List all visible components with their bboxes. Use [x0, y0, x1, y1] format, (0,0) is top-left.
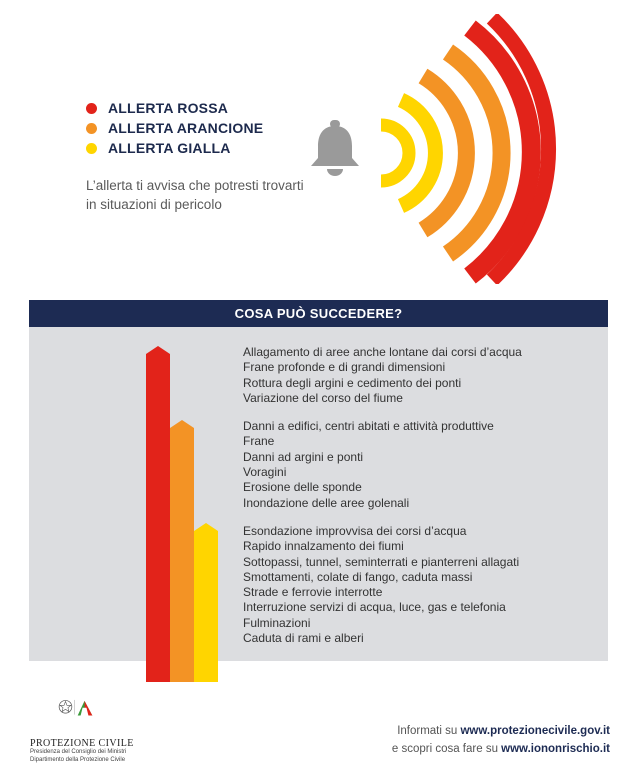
list-item: Rottura degli argini e cedimento dei ponti	[243, 375, 462, 390]
legend-label: ALLERTA ROSSA	[108, 100, 229, 116]
list-item: Danni a edifici, centri abitati e attività produttive	[243, 419, 494, 434]
alert-legend	[86, 98, 263, 158]
legend-label: ALLERTA ARANCIONE	[108, 120, 264, 136]
intro-text: L’allerta ti avvisa che potresti trovarti in situazioni di pericolo	[86, 178, 304, 212]
emblem-icon	[59, 700, 72, 713]
risk-group-arancione	[243, 419, 603, 511]
list-item: Frane profonde e di grandi dimensioni	[243, 360, 446, 375]
footer-line-1	[392, 722, 610, 740]
yellow-dot-icon	[86, 143, 97, 154]
yellow-bar	[194, 523, 218, 682]
risk-group-rossa	[243, 345, 603, 406]
list-item: Danni ad argini e ponti	[243, 449, 364, 464]
red-bar	[146, 346, 170, 682]
logo-caption	[30, 738, 150, 764]
legend-item-rossa	[86, 98, 263, 118]
footer-info	[392, 722, 610, 758]
footer-prefix-1: Informati su	[397, 725, 461, 737]
logo-subtitle-1: Presidenza del Consiglio dei Ministri	[30, 749, 127, 755]
legend-item-gialla	[86, 138, 263, 158]
list-item: Fulminazioni	[243, 615, 311, 630]
section-title: COSA PUÒ SUCCEDERE?	[29, 300, 608, 327]
protezionecivile-link[interactable]: www.protezionecivile.gov.it	[460, 725, 610, 737]
footer-prefix-2: e scopri cosa fare su	[391, 743, 502, 755]
legend-item-arancione	[86, 118, 263, 138]
logo-subtitle-2: Dipartimento della Protezione Civile	[30, 756, 126, 763]
list-item: Caduta di rami e alberi	[243, 631, 364, 646]
list-item: Sottopassi, tunnel, seminterrati e pianterreni allagati	[243, 554, 520, 569]
list-item: Esondazione improvvisa dei corsi d’acqua	[243, 523, 467, 538]
bell-icon	[306, 118, 364, 180]
risk-groups	[243, 345, 603, 659]
risk-group-gialla	[243, 524, 603, 646]
alert-waves-icon	[360, 14, 610, 284]
alert-level-bars	[146, 346, 218, 682]
protezione-civile-logo	[30, 698, 140, 738]
list-item: Interruzione servizi di acqua, luce, gas e telefonia	[243, 600, 506, 615]
orange-dot-icon	[86, 123, 97, 134]
logo-title: PROTEZIONE CIVILE	[30, 738, 134, 749]
list-item: Strade e ferrovie interrotte	[243, 585, 383, 600]
list-item: Frane	[243, 434, 275, 449]
list-item: Erosione delle sponde	[243, 480, 362, 495]
list-item: Smottamenti, colate di fango, caduta massi	[243, 569, 473, 584]
footer-line-2	[392, 740, 610, 758]
list-item: Allagamento di aree anche lontane dai corsi d’acqua	[243, 345, 522, 359]
orange-bar	[170, 420, 194, 682]
red-dot-icon	[86, 103, 97, 114]
legend-label: ALLERTA GIALLA	[108, 140, 231, 156]
list-item: Voragini	[243, 465, 287, 480]
list-item: Inondazione delle aree golenali	[243, 495, 410, 510]
iononrischio-link[interactable]: www.iononrischio.it	[501, 743, 610, 755]
list-item: Rapido innalzamento dei fiumi	[243, 539, 404, 554]
list-item: Variazione del corso del fiume	[243, 390, 403, 405]
